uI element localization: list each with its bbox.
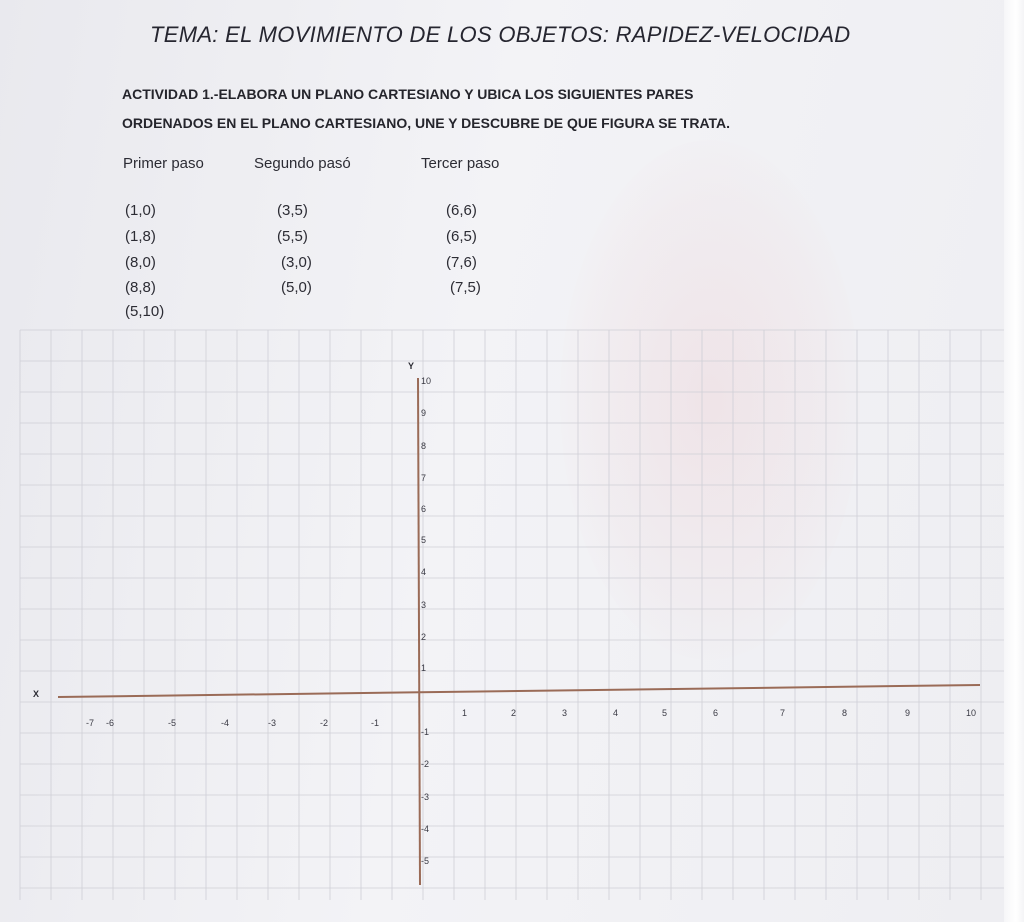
y-tick-label: 4 <box>421 567 427 577</box>
y-tick-label: -1 <box>421 727 430 737</box>
y-axis-label: Y <box>408 361 415 371</box>
x-tick-label: 3 <box>562 708 568 718</box>
x-tick-label: 5 <box>662 708 668 718</box>
y-tick-label: 7 <box>421 473 427 483</box>
x-tick-label: -4 <box>221 718 230 728</box>
step-1-pair: (8,8) <box>125 279 156 296</box>
y-tick-label: 5 <box>421 535 427 545</box>
y-tick-label: 1 <box>421 663 427 673</box>
step-1-pair: (1,0) <box>125 202 156 219</box>
step-2-heading: Segundo pasó <box>254 155 351 172</box>
y-tick-label: 2 <box>421 632 427 642</box>
x-axis-label: X <box>33 689 40 699</box>
step-2-pair: (3,5) <box>277 202 308 219</box>
step-3-pair: (6,5) <box>446 228 477 245</box>
step-1-pair: (8,0) <box>125 254 156 271</box>
y-tick-label: 9 <box>421 408 427 418</box>
y-tick-label: 8 <box>421 441 427 451</box>
x-tick-label: 9 <box>905 708 911 718</box>
grid-lines <box>20 330 1004 900</box>
y-tick-label: -5 <box>421 856 430 866</box>
x-tick-label: -2 <box>320 718 329 728</box>
worksheet-title: TEMA: EL MOVIMIENTO DE LOS OBJETOS: RAPIDEZ-VELOCIDAD <box>150 22 851 47</box>
y-tick-label: 6 <box>421 504 427 514</box>
step-3-pair: (7,6) <box>446 254 477 271</box>
x-tick-label: 2 <box>511 708 517 718</box>
y-tick-label: 10 <box>421 376 432 386</box>
tick-labels <box>86 376 976 866</box>
x-axis-line <box>58 685 980 697</box>
x-tick-label: -3 <box>268 718 277 728</box>
step-2-pair: (5,5) <box>277 228 308 245</box>
step-1-pair: (5,10) <box>125 303 165 320</box>
step-2-pair: (5,0) <box>281 279 312 296</box>
x-tick-label: 10 <box>966 708 977 718</box>
y-tick-label: -2 <box>421 759 430 769</box>
step-3-pair: (7,5) <box>450 279 481 296</box>
y-tick-label: 3 <box>421 600 427 610</box>
step-3-pair: (6,6) <box>446 202 477 219</box>
x-tick-label: 6 <box>713 708 719 718</box>
step-3-heading: Tercer paso <box>421 155 500 172</box>
y-tick-label: -4 <box>421 824 430 834</box>
x-tick-label: 8 <box>842 708 848 718</box>
y-tick-label: -3 <box>421 792 430 802</box>
step-2-pair: (3,0) <box>281 254 312 271</box>
step-1-pair: (1,8) <box>125 228 156 245</box>
x-tick-label: -1 <box>371 718 380 728</box>
step-1-heading: Primer paso <box>123 155 204 172</box>
x-tick-label: 7 <box>780 708 786 718</box>
activity-line-2: ORDENADOS EN EL PLANO CARTESIANO, UNE Y DESCUBRE DE QUE FIGURA SE TRATA. <box>122 115 731 131</box>
x-tick-label: 1 <box>462 708 468 718</box>
x-tick-label: -5 <box>168 718 177 728</box>
activity-line-1: ACTIVIDAD 1.-ELABORA UN PLANO CARTESIANO Y UBICA LOS SIGUIENTES PARES <box>122 86 694 102</box>
x-tick-label: -6 <box>106 718 115 728</box>
x-tick-label: -7 <box>86 718 95 728</box>
x-tick-label: 4 <box>613 708 619 718</box>
